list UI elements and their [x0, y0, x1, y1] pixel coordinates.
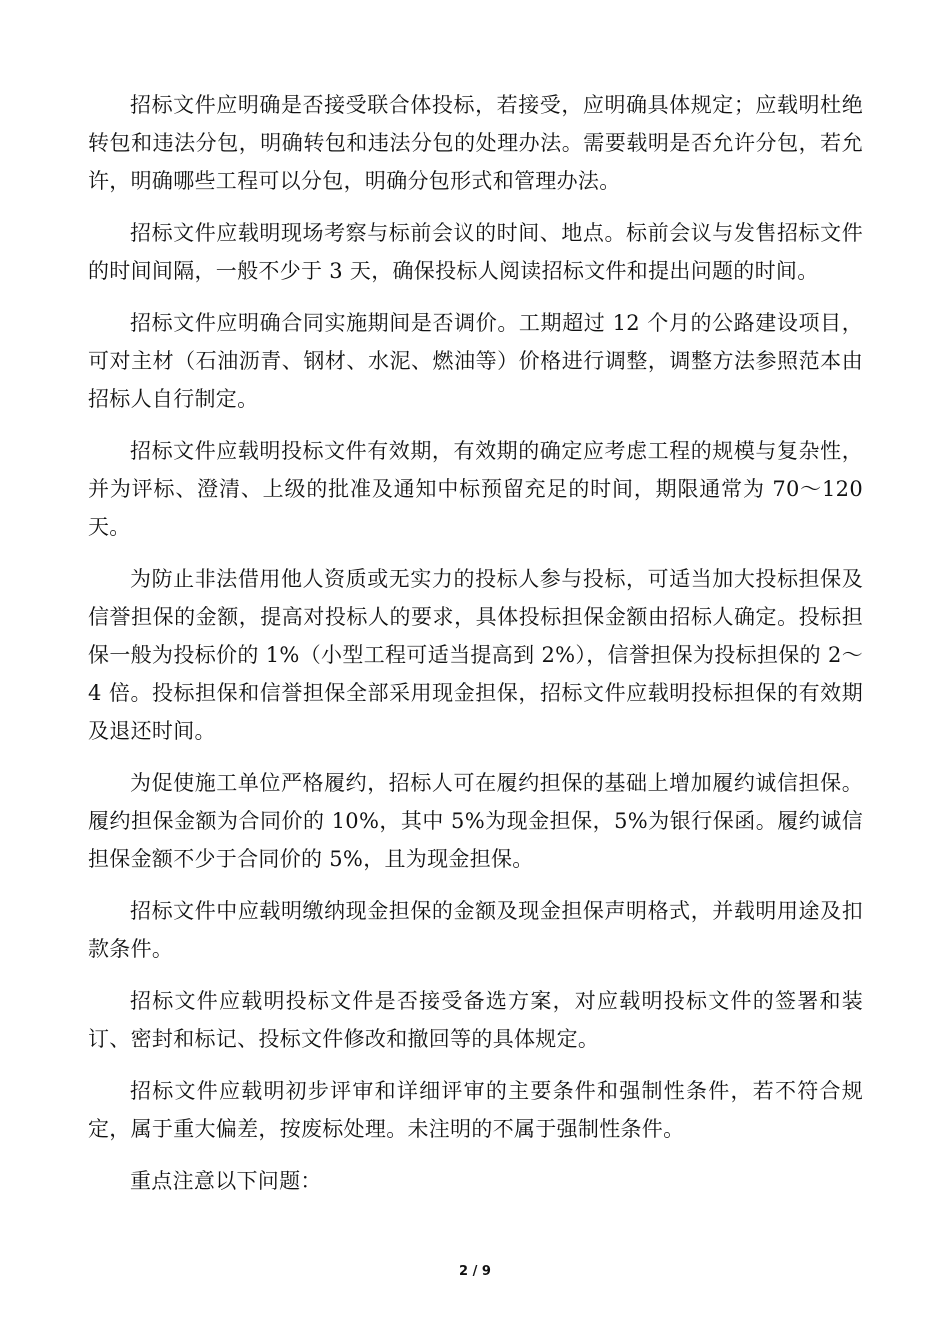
paragraph-evaluation-conditions: 招标文件应载明初步评审和详细评审的主要条件和强制性条件，若不符合规定，属于重大偏差，按废标处理。未注明的不属于强制性条件。: [88, 1079, 863, 1141]
paragraph-performance-security: 为促使施工单位严格履约，招标人可在履约担保的基础上增加履约诚信担保。履约担保金额为合同价的 10%，其中 5%为现金担保，5%为银行保函。履约诚信担保金额不少于合同价的 5%，且为现金担保。: [88, 771, 863, 871]
paragraph-key-issues: 重点注意以下问题：: [130, 1169, 322, 1193]
paragraph-price-adjustment: 招标文件应明确合同实施期间是否调价。工期超过 12 个月的公路建设项目，可对主材（石油沥青、钢材、水泥、燃油等）价格进行调整，调整方法参照范本由招标人自行制定。: [88, 311, 863, 411]
paragraph-cash-guarantee: 招标文件中应载明缴纳现金担保的金额及现金担保声明格式，并载明用途及扣款条件。: [88, 899, 863, 961]
paragraph-bid-validity: 招标文件应载明投标文件有效期，有效期的确定应考虑工程的规模与复杂性，并为评标、澄清、上级的批准及通知中标预留充足的时间，期限通常为 70～120 天。: [88, 439, 863, 539]
page-number: 2 / 9: [459, 1264, 491, 1279]
paragraph-site-visit: 招标文件应载明现场考察与标前会议的时间、地点。标前会议与发售招标文件的时间间隔，一般不少于 3 天，确保投标人阅读招标文件和提出问题的时间。: [88, 221, 863, 283]
document-body: [88, 86, 863, 1214]
paragraph-alternative-proposals: 招标文件应载明投标文件是否接受备选方案，对应载明投标文件的签署和装订、密封和标记、投标文件修改和撤回等的具体规定。: [88, 989, 863, 1051]
paragraph-joint-bidding: 招标文件应明确是否接受联合体投标，若接受，应明确具体规定；应载明杜绝转包和违法分包，明确转包和违法分包的处理办法。需要载明是否允许分包，若允许，明确哪些工程可以分包，明确分包形式和管理办法。: [88, 93, 863, 193]
paragraph-bid-security: 为防止非法借用他人资质或无实力的投标人参与投标，可适当加大投标担保及信誉担保的金额，提高对投标人的要求，具体投标担保金额由招标人确定。投标担保一般为投标价的 1%（小型工程可适当提高到 2%），信誉担保为投标担保的 2～4 倍。投标担保和信誉担保全部采用现金担保，招标文件应载明投标担保的有效期及退还时间。: [88, 567, 863, 743]
